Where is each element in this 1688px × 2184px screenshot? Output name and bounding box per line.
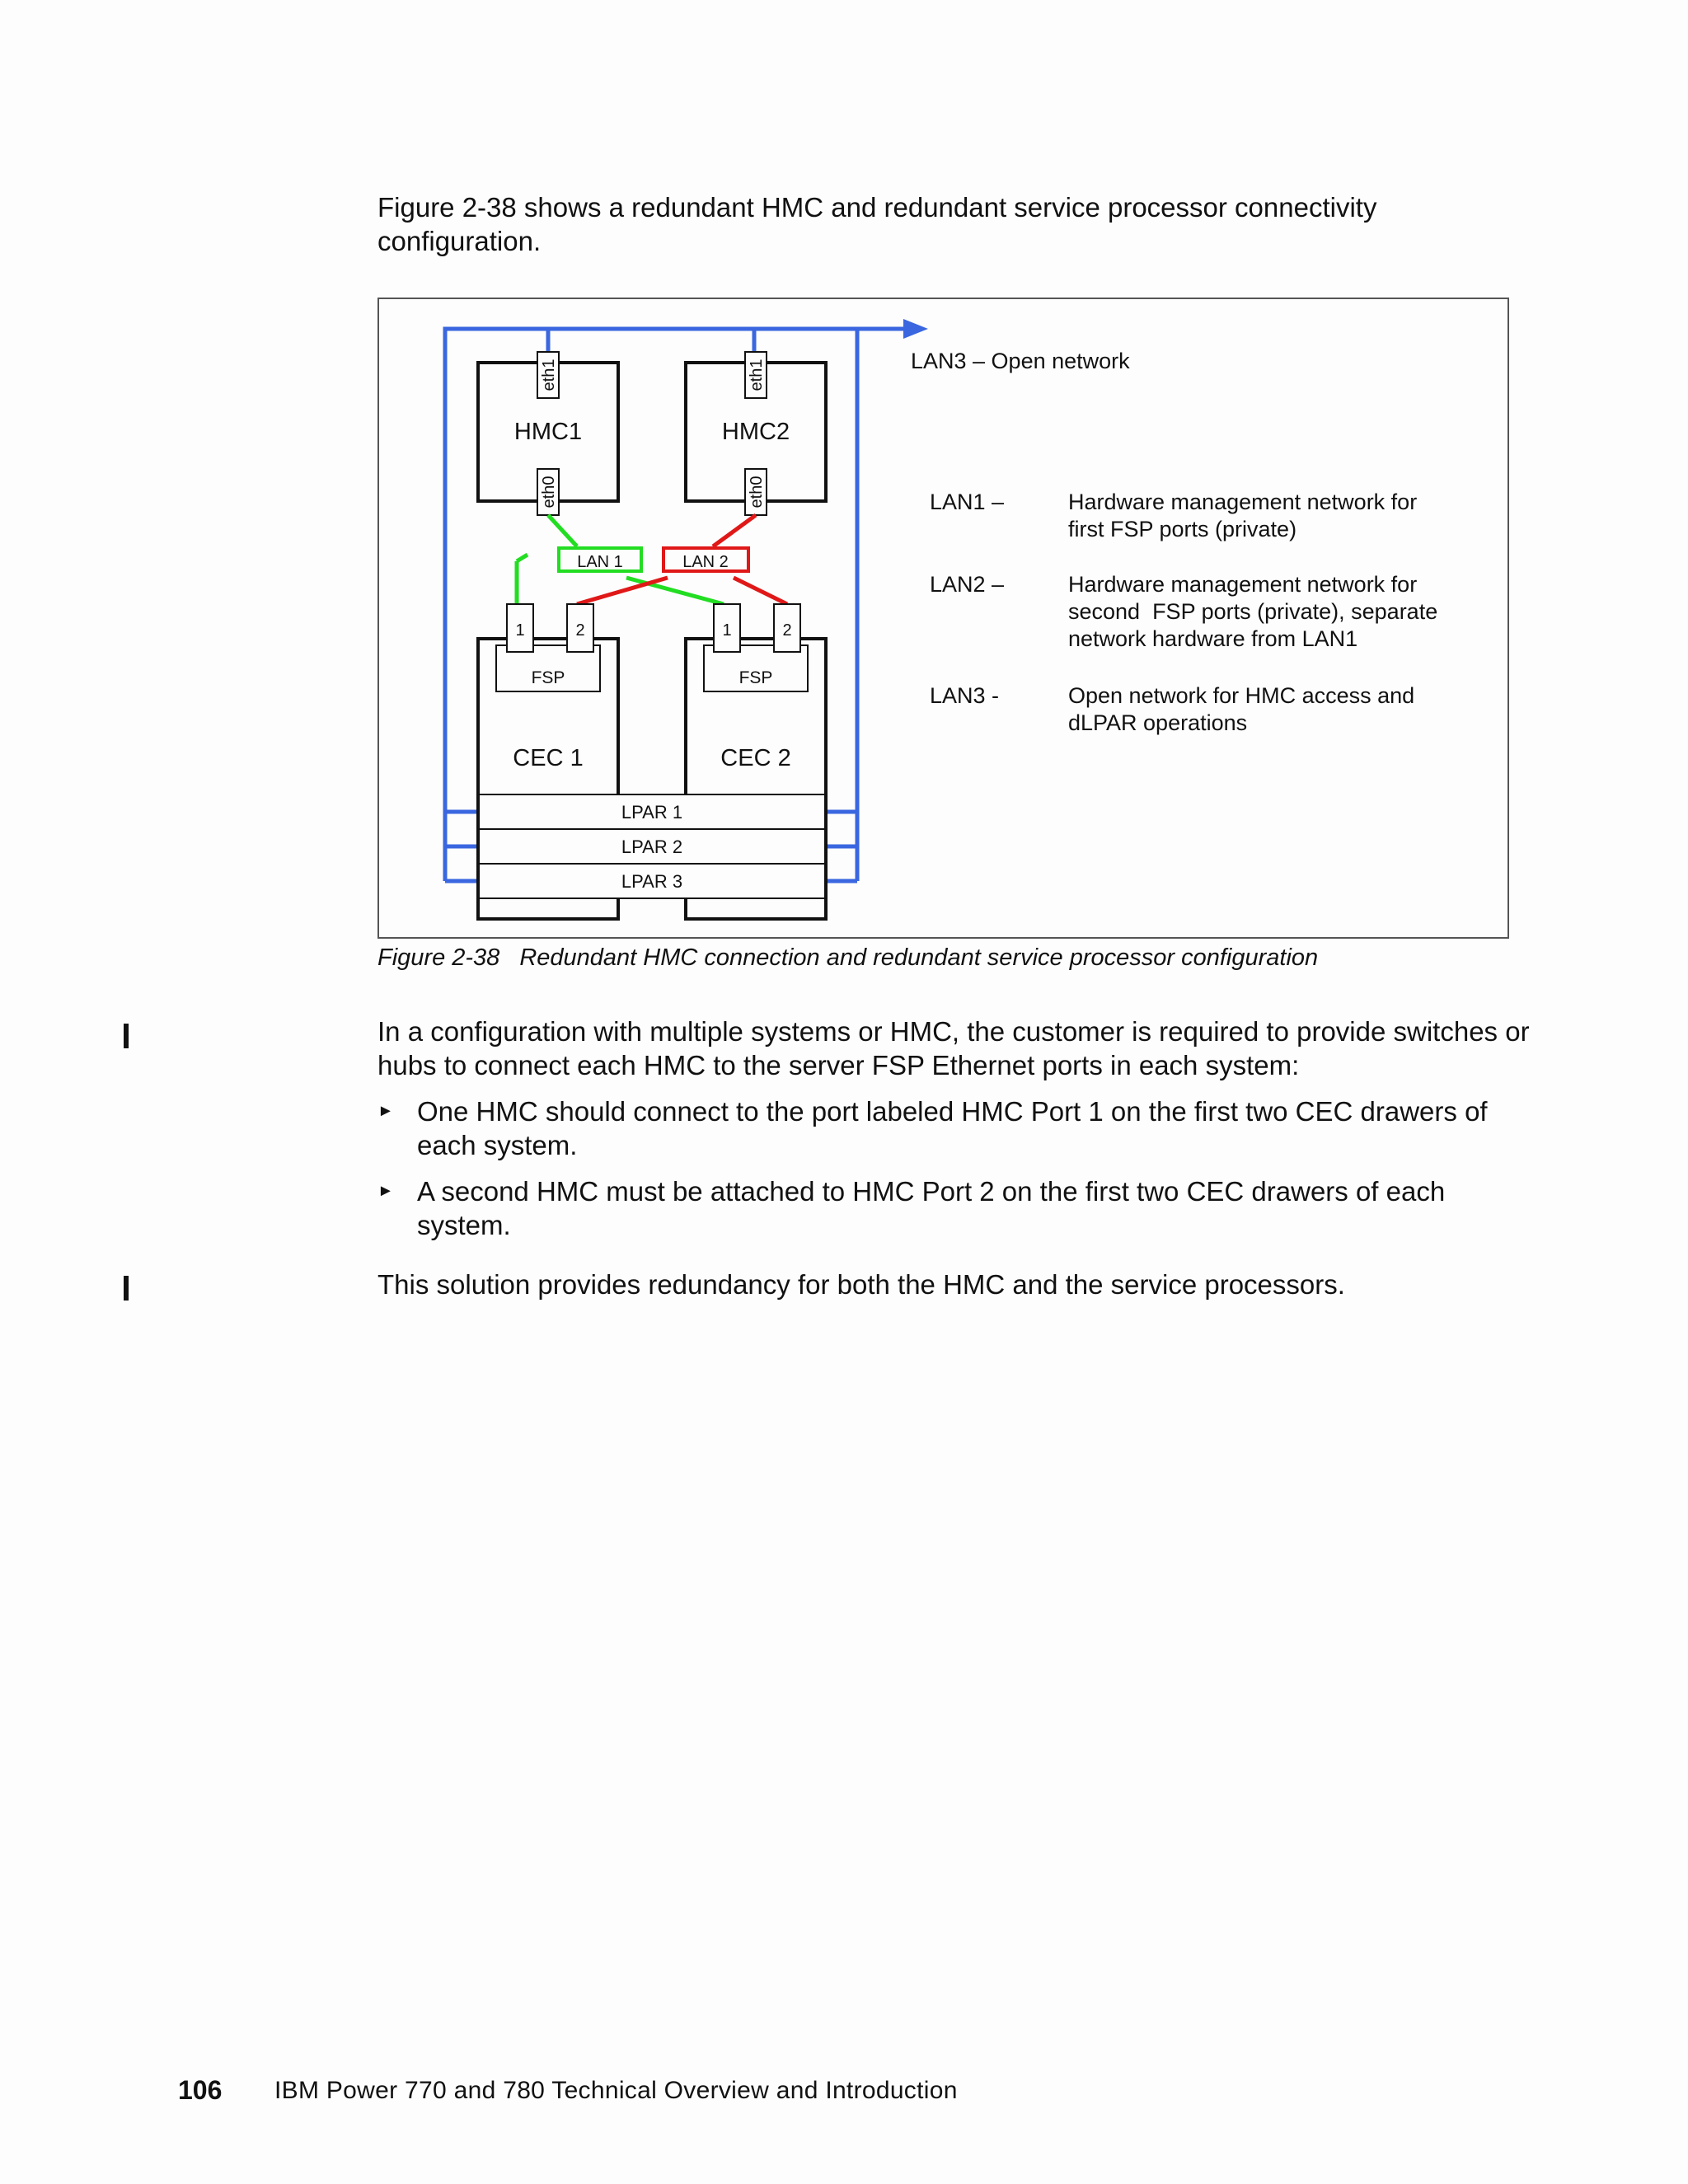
footer-book-title: IBM Power 770 and 780 Technical Overview and Introduction <box>274 2077 958 2104</box>
intro-paragraph: Figure 2-38 shows a redundant HMC and redundant service processor connectivity configuration. <box>377 192 1377 256</box>
lpar1-label: LPAR 1 <box>621 802 683 823</box>
hmc2-eth0-label: eth0 <box>748 476 766 509</box>
legend-lan2-desc-line1: Hardware management network for <box>1068 572 1418 597</box>
cec2-port1-label: 1 <box>722 621 732 640</box>
cec1-fsp-label: FSP <box>531 668 565 687</box>
figure-caption-text: Redundant HMC connection and redundant service processor configuration <box>519 944 1319 971</box>
legend-lan3-desc-line2: dLPAR operations <box>1068 710 1248 735</box>
cec2-label: CEC 2 <box>720 745 791 771</box>
figure-diagram <box>377 298 1509 939</box>
bullet-marker: ► <box>377 1182 394 1200</box>
cec2-fsp-label: FSP <box>738 668 773 687</box>
hmc2-label: HMC2 <box>721 419 790 445</box>
legend-lan2-desc-line2: second FSP ports (private), separate <box>1068 599 1438 624</box>
legend-lan1-term: LAN1 – <box>930 490 1005 514</box>
bullet-text: A second HMC must be attached to HMC Port 2 on the first two CEC drawers of each system. <box>417 1176 1446 1240</box>
lan2-switch-label: LAN 2 <box>682 553 729 571</box>
bullet-text: One HMC should connect to the port labeled HMC Port 1 on the first two CEC drawers of each system. <box>417 1096 1488 1160</box>
cec1-port2-label: 2 <box>575 621 585 640</box>
lan3-open-network-label: LAN3 – Open network <box>911 349 1130 373</box>
legend-lan1-desc-line2: first FSP ports (private) <box>1068 517 1297 541</box>
page-number: 106 <box>178 2075 223 2105</box>
legend-lan3-desc-line1: Open network for HMC access and <box>1068 683 1415 708</box>
hmc1-eth0-label: eth0 <box>540 476 558 509</box>
cec1-port1-label: 1 <box>515 621 525 640</box>
change-bar <box>124 1024 129 1048</box>
legend-lan2-term: LAN2 – <box>930 572 1005 597</box>
hmc2-eth1-label: eth1 <box>748 359 766 391</box>
lan3-arrow-head <box>903 319 928 339</box>
cec2-port2-label: 2 <box>782 621 792 640</box>
lpar3-label: LPAR 3 <box>621 871 683 892</box>
legend-lan3-term: LAN3 - <box>930 683 1000 708</box>
cec1-label: CEC 1 <box>513 745 584 771</box>
hmc1-label: HMC1 <box>513 419 583 445</box>
body-paragraph: In a configuration with multiple systems or HMC, the customer is required to provide switches or hubs to connect each HMC to the server FSP Ethernet ports in each system: <box>377 1016 1530 1080</box>
lan1-switch-label: LAN 1 <box>577 553 623 571</box>
hmc1-eth1-label: eth1 <box>540 359 558 391</box>
bullet-marker: ► <box>377 1102 394 1120</box>
figure-caption-number: Figure 2-38 <box>377 944 500 971</box>
lpar2-label: LPAR 2 <box>621 837 683 857</box>
legend-lan1-desc-line1: Hardware management network for <box>1068 490 1418 514</box>
figure-caption <box>377 943 1318 972</box>
change-bar <box>124 1276 129 1301</box>
legend-lan2-desc-line3: network hardware from LAN1 <box>1068 626 1358 651</box>
closing-paragraph: This solution provides redundancy for both the HMC and the service processors. <box>377 1269 1345 1300</box>
